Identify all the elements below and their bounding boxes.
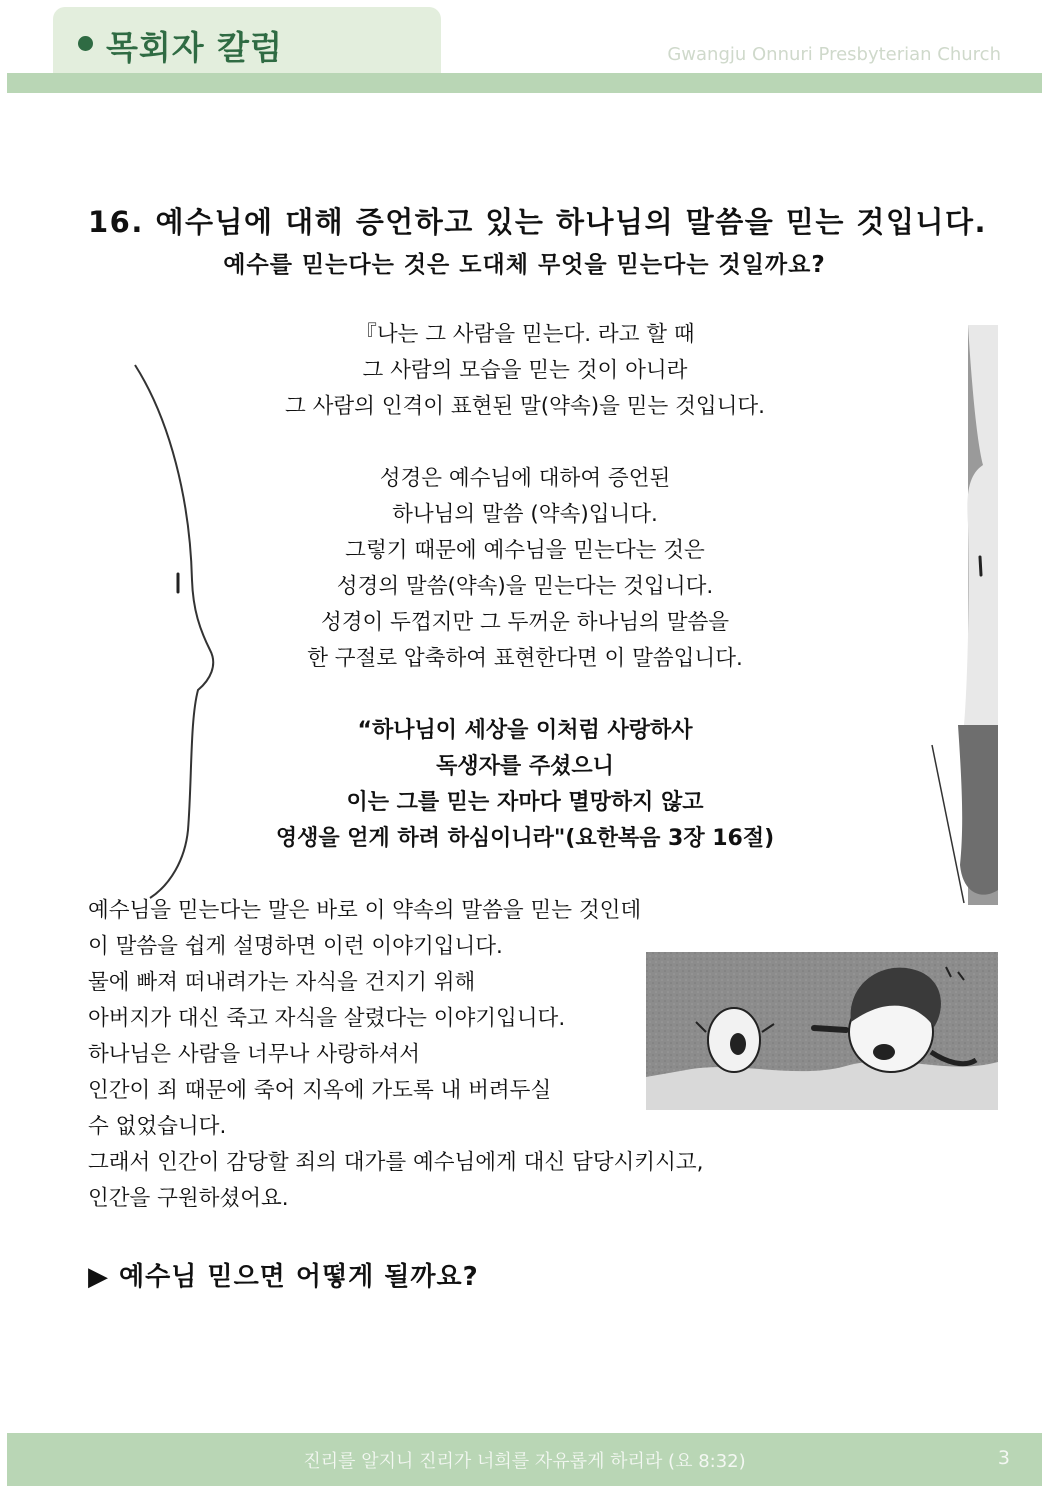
figure-illustration-right: [928, 325, 998, 905]
body-line: 인간이 죄 때문에 죽어 지옥에 가도록 내 버려두실: [88, 1078, 552, 1103]
paragraph-line: 그렇기 때문에 예수님을 믿는다는 것은: [345, 538, 705, 563]
body-text-block: [88, 893, 703, 1217]
verse-line: “하나님이 세상을 이처럼 사랑하사: [357, 718, 693, 743]
paragraph-line: 성경이 두껍지만 그 두꺼운 하나님의 말씀을: [320, 610, 729, 635]
question-heading: ▶ 예수님 믿으면 어떻게 될까요?: [88, 1262, 479, 1292]
footer-bar: [7, 1433, 1042, 1486]
bullet-dot-icon: [78, 36, 93, 51]
section-title: 목회자 칼럼: [106, 28, 283, 67]
body-line: 그래서 인간이 감당할 죄의 대가를 예수님에게 대신 담당시키시고,: [88, 1150, 704, 1175]
body-line: 하나님은 사람을 너무나 사랑하셔서: [88, 1042, 421, 1067]
body-line: 아버지가 대신 죽고 자식을 살렸다는 이야기입니다.: [88, 1006, 566, 1031]
article-subtitle: 예수를 믿는다는 것은 도대체 무엇을 믿는다는 것일까요?: [223, 252, 826, 278]
verse-line: 이는 그를 믿는 자마다 멸망하지 않고: [346, 790, 704, 815]
verse-line: 영생을 얻게 하려 하심이니라"(요한복음 3장 16절): [275, 826, 775, 851]
bible-verse-block: [200, 713, 850, 857]
article-title: 16. 예수님에 대해 증언하고 있는 하나님의 말씀을 믿는 것입니다.: [88, 205, 988, 239]
body-line: 예수님을 믿는다는 말은 바로 이 약속의 말씀을 믿는 것인데: [88, 898, 642, 923]
quote-line: 그 사람의 인격이 표현된 말(약속)을 믿는 것입니다.: [285, 394, 765, 419]
body-line: 이 말씀을 쉽게 설명하면 이런 이야기입니다.: [88, 934, 503, 959]
paragraph-block: [200, 461, 850, 677]
church-name: Gwangju Onnuri Presbyterian Church: [667, 44, 1001, 65]
body-line: 인간을 구원하셨어요.: [88, 1186, 289, 1211]
body-line: 물에 빠져 떠내려가는 자식을 건지기 위해: [88, 970, 476, 995]
paragraph-line: 한 구절로 압축하여 표현한다면 이 말씀입니다.: [307, 646, 743, 671]
quote-block: [200, 317, 850, 425]
page-number: 3: [997, 1447, 1010, 1469]
quote-line: 그 사람의 모습을 믿는 것이 아니라: [362, 358, 688, 383]
paragraph-line: 하나님의 말씀 (약속)입니다.: [392, 502, 658, 527]
footer-verse: 진리를 알지니 진리가 너희를 자유롭게 하리라 (요 8:32): [303, 1451, 746, 1472]
header-bar: [7, 73, 1042, 93]
quote-line: 『나는 그 사람을 믿는다. 라고 할 때: [355, 322, 695, 347]
paragraph-line: 성경의 말씀(약속)을 믿는다는 것입니다.: [336, 574, 714, 599]
verse-line: 독생자를 주셨으니: [436, 754, 614, 779]
paragraph-line: 성경은 예수님에 대하여 증언된: [379, 466, 671, 491]
body-line: 수 없었습니다.: [88, 1114, 227, 1139]
